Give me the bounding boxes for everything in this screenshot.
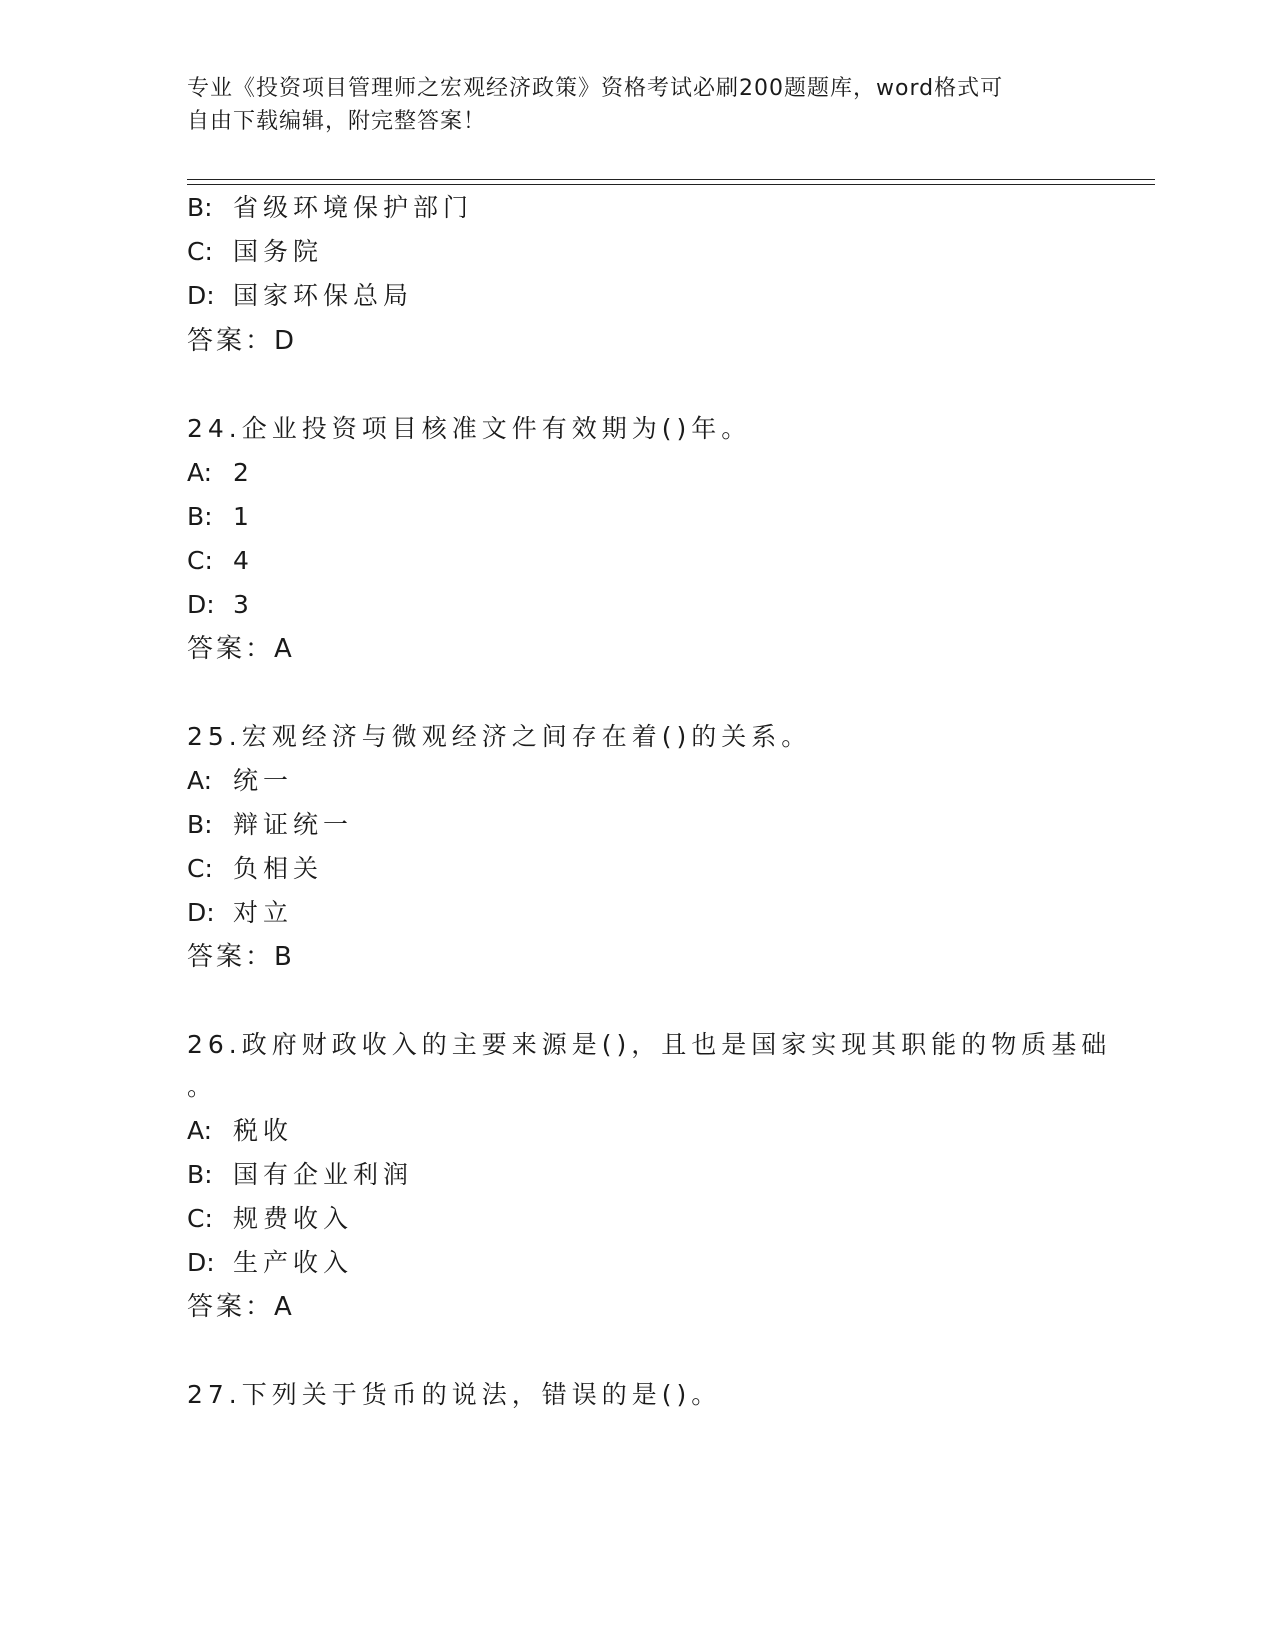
q25-question: 25.宏观经济与微观经济之间存在着()的关系。 bbox=[187, 722, 812, 751]
option-text: 3 bbox=[233, 590, 254, 619]
option-text: 规费收入 bbox=[233, 1204, 354, 1233]
option-text: 1 bbox=[233, 502, 254, 531]
option-text: 国家环保总局 bbox=[233, 281, 414, 310]
header-line-1: 专业《投资项目管理师之宏观经济政策》资格考试必刷200题题库，word格式可 bbox=[187, 76, 1004, 101]
q26-option-c bbox=[187, 1203, 353, 1235]
option-label: D: bbox=[187, 898, 215, 927]
option-text: 国有企业利润 bbox=[233, 1160, 414, 1189]
option-text: 省级环境保护部门 bbox=[233, 193, 474, 222]
header-line-2: 自由下载编辑，附完整答案！ bbox=[187, 109, 487, 134]
option-label: B: bbox=[187, 502, 213, 531]
option-text: 负相关 bbox=[233, 854, 324, 883]
answer-value: A bbox=[274, 1292, 292, 1322]
option-label: C: bbox=[187, 1204, 213, 1233]
header-divider-bottom bbox=[187, 184, 1155, 185]
q26-option-a bbox=[187, 1115, 293, 1147]
option-label: D: bbox=[187, 1248, 215, 1277]
q26-option-b bbox=[187, 1159, 413, 1191]
q23-option-c bbox=[187, 236, 323, 268]
answer-value: D bbox=[274, 326, 295, 356]
document-header bbox=[187, 72, 1067, 138]
option-text: 生产收入 bbox=[233, 1248, 354, 1277]
header-divider-top bbox=[187, 179, 1155, 180]
answer-label: 答案： bbox=[187, 326, 275, 356]
q26-question: 26.政府财政收入的主要来源是()，且也是国家实现其职能的物质基础 bbox=[187, 1030, 1112, 1059]
option-label: B: bbox=[187, 810, 213, 839]
q25-option-d bbox=[187, 897, 293, 929]
option-text: 辩证统一 bbox=[233, 810, 354, 839]
option-label: C: bbox=[187, 237, 213, 266]
option-label: A: bbox=[187, 1116, 213, 1145]
answer-label: 答案： bbox=[187, 1292, 275, 1322]
q26-question-continuation: 。 bbox=[187, 1072, 218, 1101]
option-label: A: bbox=[187, 458, 213, 487]
option-label: C: bbox=[187, 854, 213, 883]
q24-option-b bbox=[187, 501, 254, 533]
q25-answer bbox=[187, 941, 292, 973]
option-label: B: bbox=[187, 193, 213, 222]
option-label: D: bbox=[187, 281, 215, 310]
option-text: 国务院 bbox=[233, 237, 324, 266]
option-text: 对立 bbox=[233, 898, 294, 927]
q26-answer bbox=[187, 1291, 292, 1323]
q24-option-d bbox=[187, 589, 254, 621]
option-label: A: bbox=[187, 766, 213, 795]
q24-question: 24.企业投资项目核准文件有效期为()年。 bbox=[187, 414, 752, 443]
answer-value: B bbox=[274, 942, 292, 972]
answer-label: 答案： bbox=[187, 634, 275, 664]
q27-question: 27.下列关于货币的说法，错误的是()。 bbox=[187, 1380, 722, 1409]
option-text: 4 bbox=[233, 546, 254, 575]
option-text: 统一 bbox=[233, 766, 294, 795]
option-label: B: bbox=[187, 1160, 213, 1189]
option-text: 2 bbox=[233, 458, 254, 487]
q25-option-b bbox=[187, 809, 353, 841]
q24-option-c bbox=[187, 545, 254, 577]
q23-answer bbox=[187, 325, 294, 357]
q25-option-a bbox=[187, 765, 293, 797]
q24-option-a bbox=[187, 457, 254, 489]
option-text: 税收 bbox=[233, 1116, 294, 1145]
option-label: C: bbox=[187, 546, 213, 575]
q23-option-b bbox=[187, 192, 473, 224]
q26-option-d bbox=[187, 1247, 353, 1279]
option-label: D: bbox=[187, 590, 215, 619]
q23-option-d bbox=[187, 280, 413, 312]
answer-label: 答案： bbox=[187, 942, 275, 972]
q24-answer bbox=[187, 633, 292, 665]
q25-option-c bbox=[187, 853, 323, 885]
answer-value: A bbox=[274, 634, 292, 664]
